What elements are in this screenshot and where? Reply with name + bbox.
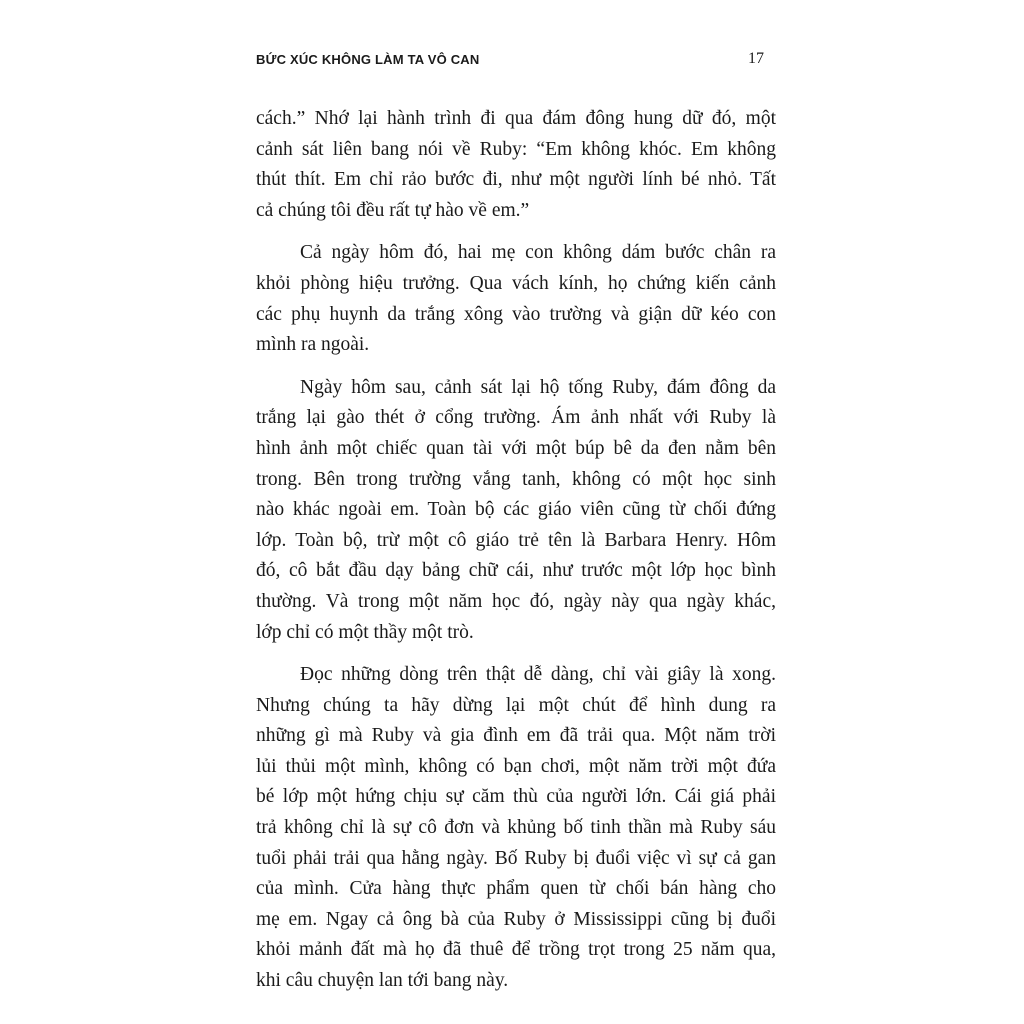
text-line: Đọc những dòng trên thật dễ dàng, chỉ vài giây là xong. [300,664,776,686]
text-line: nào khác ngoài em. Toàn bộ các giáo viên cũng từ chối đứng [256,499,776,521]
text-line: khi câu chuyện lan tới bang này. [256,970,509,992]
text-line: bé lớp một hứng chịu sự căm thù của người lớn. Cái giá phải [256,786,776,808]
text-line: của mình. Cửa hàng thực phẩm quen từ chối bán hàng cho [256,878,776,900]
text-line: khỏi phòng hiệu trưởng. Qua vách kính, họ chứng kiến cảnh [256,272,776,294]
text-line: Nhưng chúng ta hãy dừng lại một chút để hình dung ra [256,694,776,716]
paragraph-3 [256,373,776,648]
text-line: tuổi phải trải qua hằng ngày. Bố Ruby bị đuổi việc vì sự cả gan [256,847,776,869]
text-line: cả chúng tôi đều rất tự hào về em.” [256,199,530,221]
paragraph-2 [256,238,776,360]
text-line: lớp chỉ có một thầy một trò. [256,621,474,643]
text-line: trong. Bên trong trường vắng tanh, không có một học sinh [256,468,776,490]
text-line: thút thít. Em chỉ rảo bước đi, như một người lính bé nhỏ. Tất [256,169,776,191]
text-line: lủi thủi một mình, không có bạn chơi, một năm trời một đứa [256,755,776,777]
text-line: lớp. Toàn bộ, trừ một cô giáo trẻ tên là Barbara Henry. Hôm [256,529,776,551]
text-line: khỏi mảnh đất mà họ đã thuê để trồng trọt trong 25 năm qua, [256,939,776,961]
text-line: các phụ huynh da trắng xông vào trường và giận dữ kéo con [256,303,776,325]
text-line: hình ảnh một chiếc quan tài với một búp bê da đen nằm bên [256,437,776,459]
text-line: Cả ngày hôm đó, hai mẹ con không dám bước chân ra [300,242,776,264]
running-head: BỨC XÚC KHÔNG LÀM TA VÔ CAN [256,52,480,67]
text-line: trắng lại gào thét ở cổng trường. Ám ảnh nhất với Ruby là [256,407,776,429]
text-line: những gì mà Ruby và gia đình em đã trải qua. Một năm trời [256,725,776,747]
text-line: mình ra ngoài. [256,334,370,356]
text-line: cảnh sát liên bang nói về Ruby: “Em không khóc. Em không [256,138,776,160]
text-line: cách.” Nhớ lại hành trình đi qua đám đông hung dữ đó, một [256,108,776,129]
text-line: mẹ em. Ngay cả ông bà của Ruby ở Mississippi cũng bị đuổi [256,908,776,930]
body-text [256,104,776,997]
text-line: thường. Và trong một năm học đó, ngày này qua ngày khác, [256,590,776,612]
page-number: 17 [748,50,764,67]
paragraph-1 [256,104,776,226]
text-line: Ngày hôm sau, cảnh sát lại hộ tống Ruby, đám đông da [300,376,776,398]
text-line: trả không chỉ là sự cô đơn và khủng bố tinh thần mà Ruby sáu [256,817,776,839]
text-line: đó, cô bắt đầu dạy bảng chữ cái, như trước một lớp học bình [256,560,776,582]
paragraph-4 [256,660,776,997]
